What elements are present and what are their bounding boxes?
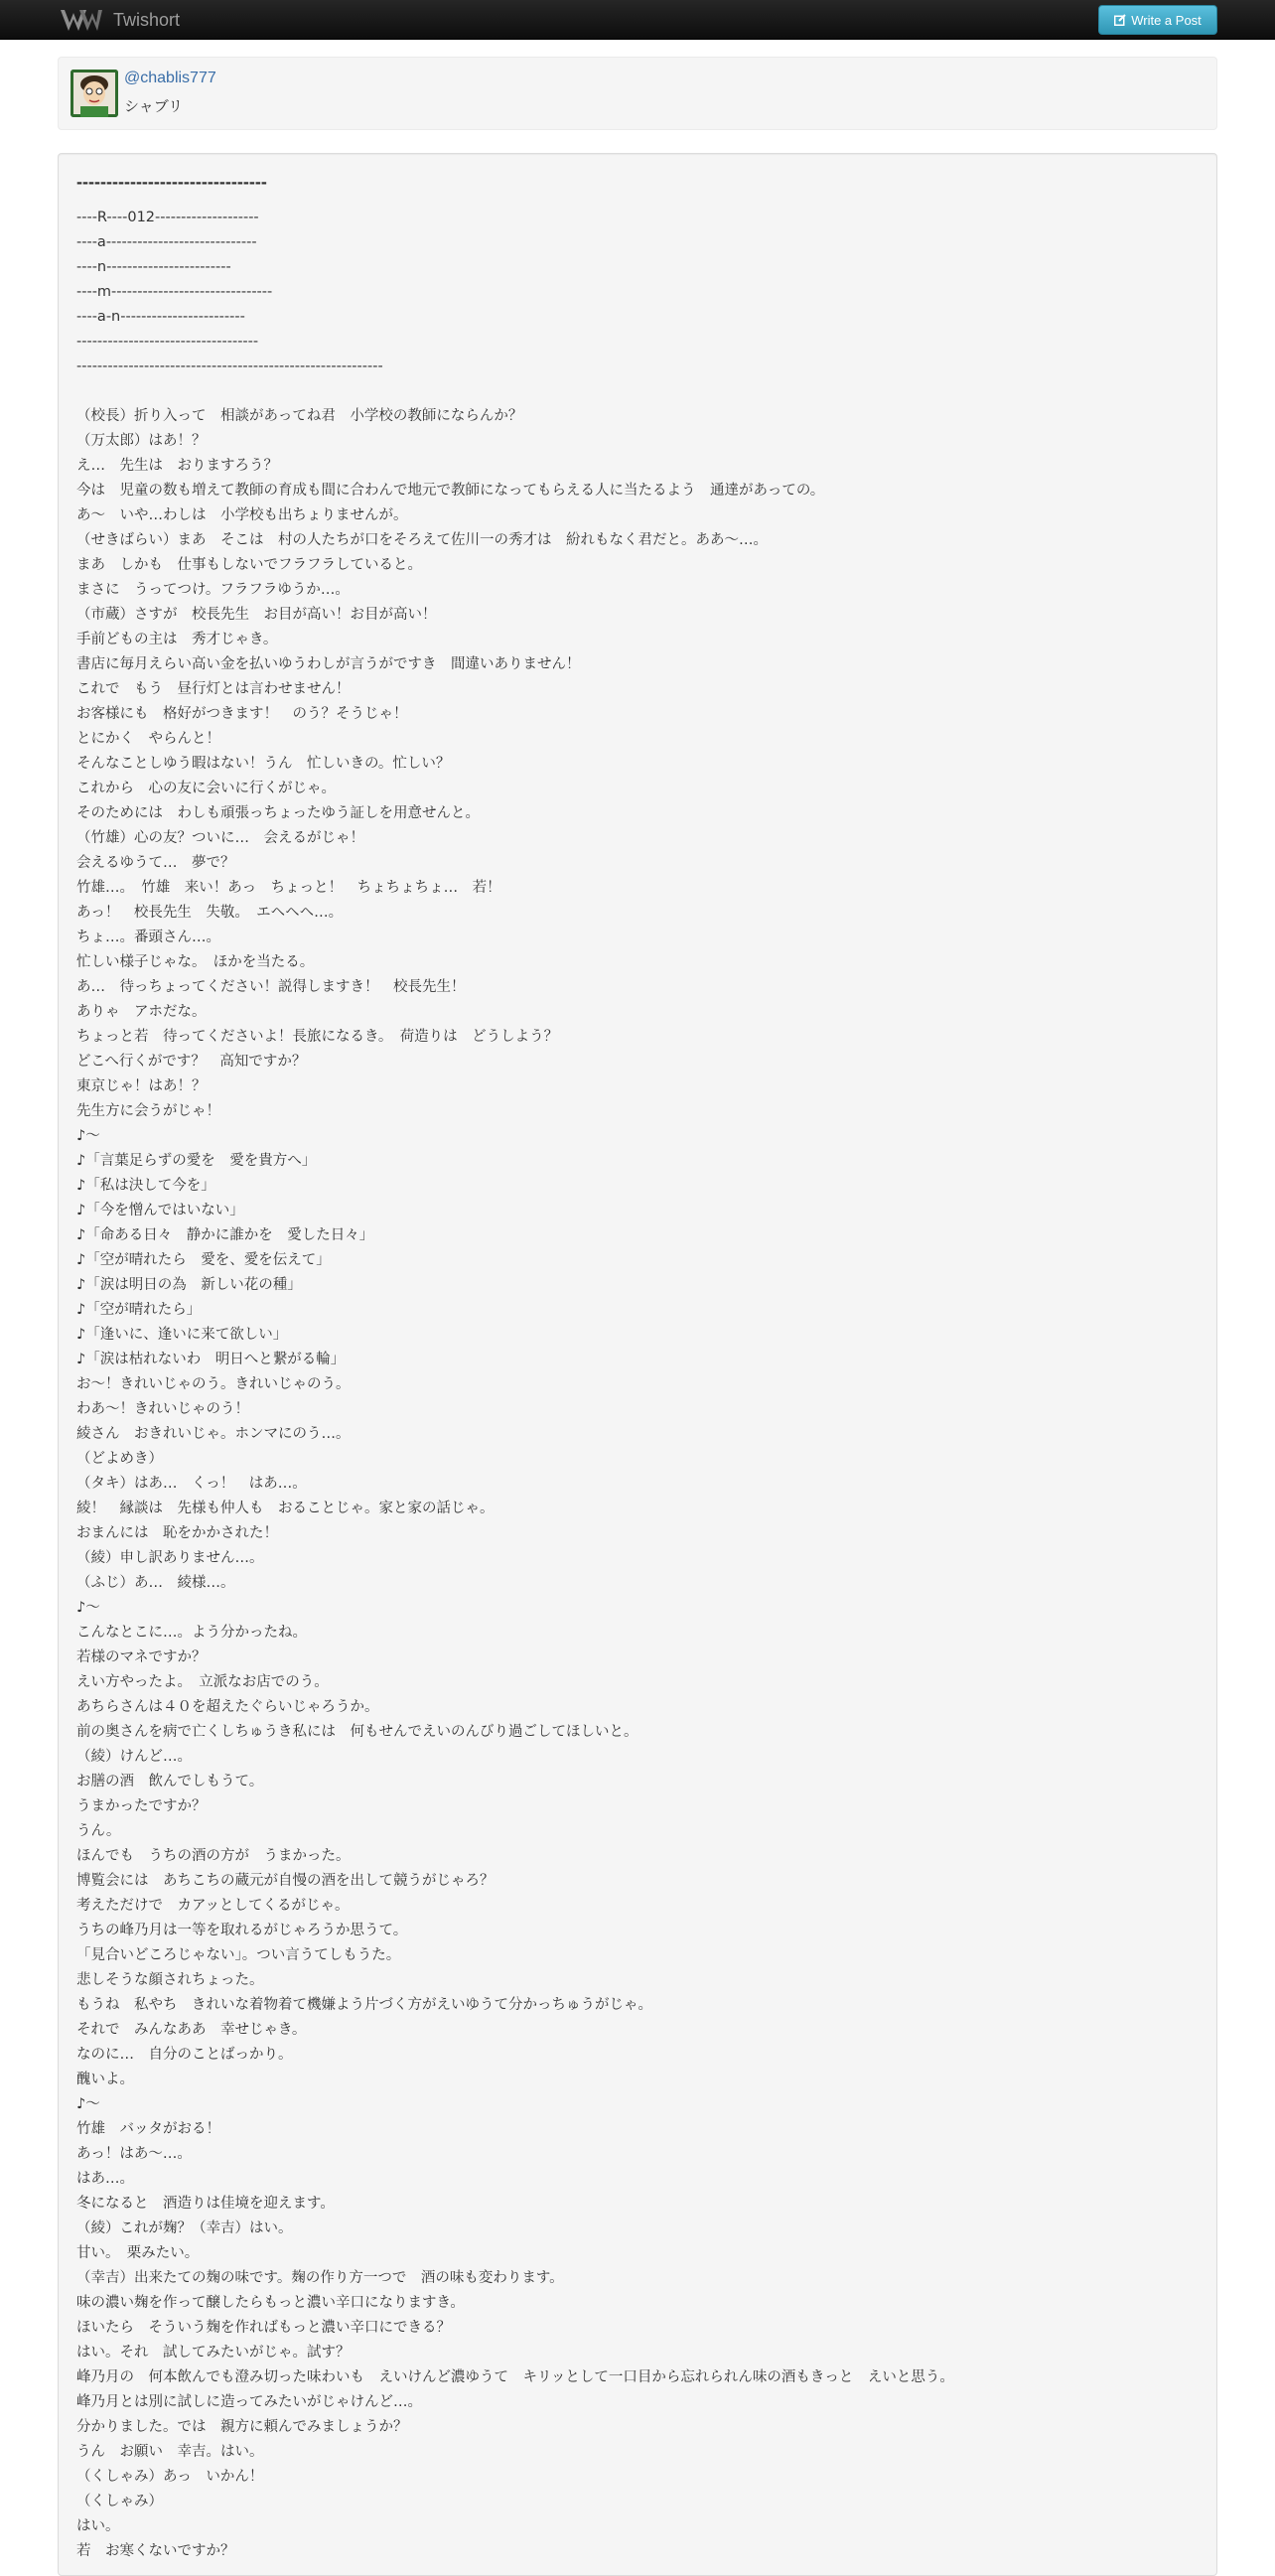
brand-name: Twishort xyxy=(113,9,181,30)
post-line: 手前どもの主は 秀才じゃき。 xyxy=(76,632,278,647)
post-line: ♪「命ある日々 静かに誰かを 愛した日々」 xyxy=(76,1227,374,1243)
post-line: 先生方に会うがじゃ！ xyxy=(76,1103,220,1119)
post-line: 書店に毎月えらい高い金を払いゆうわしが言うがですき 間違いありません！ xyxy=(76,656,581,672)
post-line: 若 お寒くないですか？ xyxy=(76,2543,235,2559)
post-line: それで みんなああ 幸せじゃき。 xyxy=(76,2022,307,2038)
edit-icon xyxy=(1114,14,1126,26)
post-line: あっ！はあ～…。 xyxy=(76,2146,192,2162)
post-line: （市蔵）さすが 校長先生 お目が高い！お目が高い！ xyxy=(76,607,437,623)
post-line: （幸吉）出来たての麹の味です。麹の作り方一つで 酒の味も変わります。 xyxy=(76,2270,564,2286)
post-line: まあ しかも 仕事もしないでフラフラしていると。 xyxy=(76,557,422,573)
post-line: あ… 待っちょってください！説得しますき！ 校長先生！ xyxy=(76,979,466,995)
post-line: そんなことしゆう暇はない！うん 忙しいきの。忙しい？ xyxy=(76,756,451,772)
author-display-name: シャブリ xyxy=(124,97,184,115)
post-line: （ふじ）あ… 綾様…。 xyxy=(76,1575,235,1591)
post-line: ----m------------------------------- xyxy=(76,284,273,300)
avatar[interactable] xyxy=(71,70,118,117)
post-line: ----------------------------------- xyxy=(76,334,259,350)
post-line: これで もう 昼行灯とは言わせません！ xyxy=(76,681,351,697)
post-line: うん お願い 幸吉。はい。 xyxy=(76,2444,264,2460)
post-line: （どよめき） xyxy=(76,1451,163,1467)
post-line: はい。それ 試してみたいがじゃ。試す？ xyxy=(76,2345,351,2361)
post-line: あちらさんは４０を超えたぐらいじゃろうか。 xyxy=(76,1699,379,1715)
post-line: あっ！ 校長先生 失敬。 エヘヘヘ…。 xyxy=(76,905,344,921)
post-line: 今は 児童の数も増えて教師の育成も間に合わんで地元で教師になってもらえる人に当たるよう 通達があっての。 xyxy=(76,483,825,499)
post-line: （くしゃみ） xyxy=(76,2494,163,2509)
post-line: ありゃ アホだな。 xyxy=(76,1004,207,1020)
post-line: わあ～！きれいじゃのう！ xyxy=(76,1401,249,1417)
author-handle-link[interactable]: @chablis777 xyxy=(124,70,216,86)
post-line: （くしゃみ）あっ いかん！ xyxy=(76,2469,264,2485)
post-line: ♪「逢いに、逢いに来て欲しい」 xyxy=(76,1327,288,1343)
post-line: ♪「私は決して今を」 xyxy=(76,1178,215,1194)
post-line: 峰乃月とは別に試しに造ってみたいがじゃけんど…。 xyxy=(76,2394,422,2410)
post-line: おまんには 恥をかかされた！ xyxy=(76,1525,278,1541)
post-line: （綾）これが麹？（幸吉）はい。 xyxy=(76,2220,293,2236)
post-line: （タキ）はあ… くっ！ はあ…。 xyxy=(76,1476,307,1492)
post-line: ----n------------------------ xyxy=(76,259,231,275)
avatar-image xyxy=(71,70,118,117)
post-line xyxy=(76,379,1199,404)
post-line: ♪「言葉足らずの愛を 愛を貴方へ」 xyxy=(76,1153,317,1169)
post-line: こんなとこに…。よう分かったね。 xyxy=(76,1625,307,1641)
post-line: ♪「涙は明日の為 新しい花の種」 xyxy=(76,1277,302,1293)
post-line: とにかく やらんと！ xyxy=(76,731,220,747)
post-line: （竹雄）心の友？ついに… 会えるがじゃ！ xyxy=(76,830,364,846)
post-line: なのに… 自分のことばっかり。 xyxy=(76,2047,293,2063)
post-line: 博覧会には あちこちの蔵元が自慢の酒を出して競うがじゃろ？ xyxy=(76,1873,495,1889)
post-line: お～！きれいじゃのう。きれいじゃのう。 xyxy=(76,1376,351,1392)
post-line: あ～ いや…わしは 小学校も出ちょりませんが。 xyxy=(76,507,408,523)
post-line: （綾）けんど…。 xyxy=(76,1749,192,1765)
post-line: ちょっと若 待ってくださいよ！長旅になるき。 荷造りは どうしよう？ xyxy=(76,1029,559,1045)
post-line: うちの峰乃月は一等を取れるがじゃろうか思うて。 xyxy=(76,1923,408,1938)
post-line: ♪～ xyxy=(76,2096,100,2112)
post-line: 峰乃月の 何本飲んでも澄み切った味わいも えいけんど濃ゆうて キリッとして一口目から忘れられん味の酒もきっと えいと思う。 xyxy=(76,2369,954,2385)
post-line: お膳の酒 飲んでしもうて。 xyxy=(76,1774,264,1789)
post-line: 「見合いどころじゃない」。つい言うてしもうた。 xyxy=(76,1947,401,1963)
post-line: 竹雄 バッタがおる！ xyxy=(76,2121,220,2137)
post-line: えい方やったよ。 立派なお店でのう。 xyxy=(76,1674,329,1690)
post-line: （せきばらい）まあ そこは 村の人たちが口をそろえて佐川一の秀才は 紛れもなく君だと。ああ～…。 xyxy=(76,532,768,548)
post-line: 味の濃い麹を作って醸したらもっと濃い辛口になりますき。 xyxy=(76,2295,465,2311)
post-line: まさに うってつけ。フラフラゆうか…。 xyxy=(76,582,350,598)
post-line: 悲しそうな顔されちょった。 xyxy=(76,1972,264,1988)
post-line: はい。 xyxy=(76,2518,120,2534)
post-line: 会えるゆうて… 夢で？ xyxy=(76,855,235,871)
post-line: はあ…。 xyxy=(76,2171,134,2187)
post-line: もうね 私やち きれいな着物着て機嫌よう片づく方がえいゆうて分かっちゅうがじゃ。 xyxy=(76,1997,652,2013)
twishort-logo-icon xyxy=(60,7,103,33)
post-body xyxy=(58,153,1217,2576)
post-line: ほいたら そういう麹を作ればもっと濃い辛口にできる？ xyxy=(76,2320,451,2336)
post-line: ♪「涙は枯れないわ 明日へと繋がる輪」 xyxy=(76,1352,346,1367)
post-line: え… 先生は おりますろう？ xyxy=(76,458,278,474)
post-line: 綾さん おきれいじゃ。ホンマにのう…。 xyxy=(76,1426,351,1442)
write-post-button[interactable] xyxy=(1098,5,1217,35)
post-line: これから 心の友に会いに行くがじゃ。 xyxy=(76,781,336,796)
post-line: ♪～ xyxy=(76,1128,100,1144)
post-line: ♪「今を憎んではいない」 xyxy=(76,1203,244,1218)
post-line: 綾！ 縁談は 先様も仲人も おることじゃ。家と家の話じゃ。 xyxy=(76,1501,495,1516)
post-line: お客様にも 格好がつきます！ のう？そうじゃ！ xyxy=(76,706,408,722)
post-line: 醜いよ。 xyxy=(76,2072,134,2087)
post-line: 若様のマネですか？ xyxy=(76,1649,207,1665)
post-line: 竹雄…。 竹雄 来い！あっ ちょっと！ ちょちょちょ… 若！ xyxy=(76,880,501,896)
brand-link[interactable] xyxy=(60,6,180,34)
post-line: ----R----012-------------------- xyxy=(76,210,259,225)
post-line: そのためには わしも頑張っちょったゆう証しを用意せんと。 xyxy=(76,805,480,821)
post-line: （校長）折り入って 相談があってね君 小学校の教師にならんか？ xyxy=(76,408,523,424)
post-line: ----------------------------------------------------------- xyxy=(76,358,383,374)
post-line: ほんでも うちの酒の方が うまかった。 xyxy=(76,1848,351,1864)
top-navbar xyxy=(0,0,1275,40)
post-line: ちょ…。番頭さん…。 xyxy=(76,930,220,945)
post-line: 考えただけで カアッとしてくるがじゃ。 xyxy=(76,1898,350,1914)
post-text xyxy=(76,206,1199,2564)
post-line: うまかったですか？ xyxy=(76,1798,207,1814)
post-line: 分かりました。では 親方に頼んでみましょうか？ xyxy=(76,2419,408,2435)
post-line: ----a-n------------------------ xyxy=(76,309,245,325)
write-post-label: Write a Post xyxy=(1131,12,1202,28)
post-line: どこへ行くがです？ 高知ですか？ xyxy=(76,1054,307,1070)
post-line: 冬になると 酒造りは佳境を迎えます。 xyxy=(76,2196,335,2212)
post-line: うん。 xyxy=(76,1823,121,1839)
post-line: ----a----------------------------- xyxy=(76,234,257,250)
post-line: （万太郎）はあ！？ xyxy=(76,433,207,449)
author-card xyxy=(58,57,1217,130)
post-title: -------------------------------- xyxy=(76,172,267,192)
post-line: ♪～ xyxy=(76,1600,100,1616)
post-line: 忙しい様子じゃな。 ほかを当たる。 xyxy=(76,954,315,970)
post-line: 東京じゃ！はあ！？ xyxy=(76,1078,207,1094)
post-line: 甘い。 栗みたい。 xyxy=(76,2245,200,2261)
post-line: （綾）申し訳ありません…。 xyxy=(76,1550,264,1566)
post-line: 前の奥さんを病で亡くしちゅうき私には 何もせんでえいのんびり過ごしてほしいと。 xyxy=(76,1724,638,1740)
post-line: ♪「空が晴れたら」 xyxy=(76,1302,202,1318)
post-line: ♪「空が晴れたら 愛を、愛を伝えて」 xyxy=(76,1252,331,1268)
